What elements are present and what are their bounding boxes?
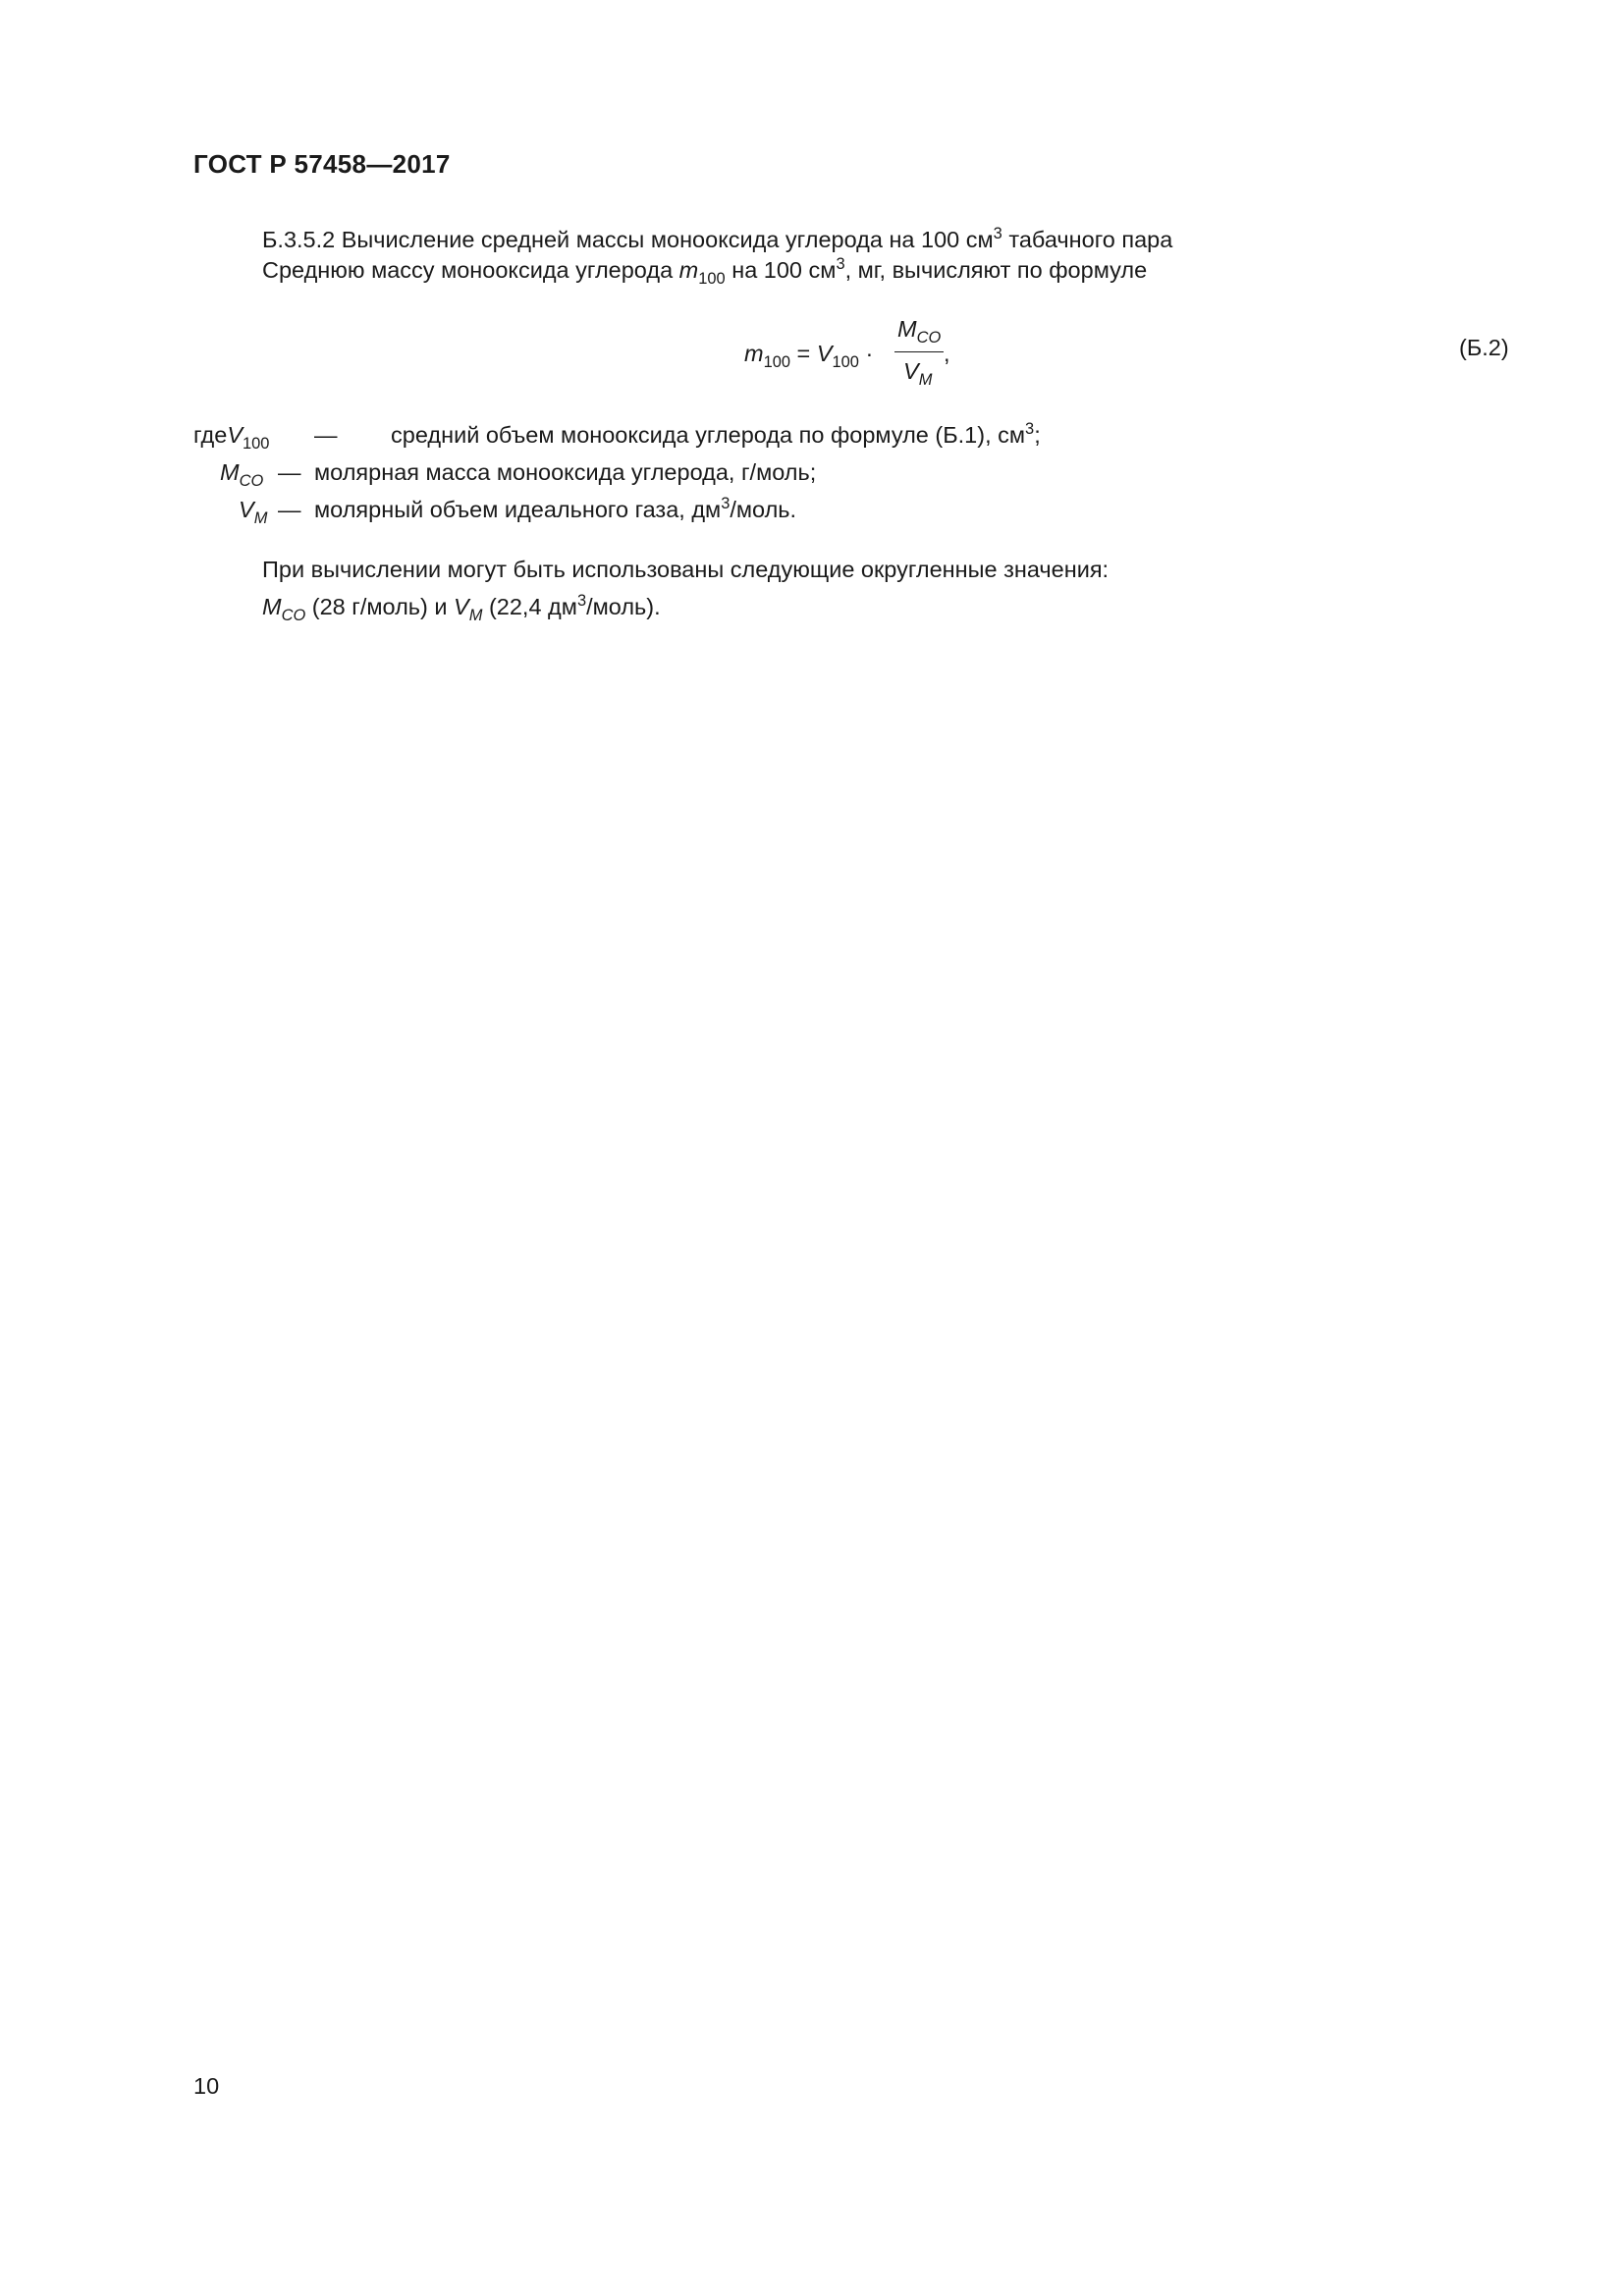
- document-header: ГОСТ Р 57458—2017: [193, 149, 451, 179]
- where-item-v100-dash: —: [314, 422, 338, 448]
- where-item-mco-dash: —: [278, 459, 301, 485]
- formula-b2: [744, 310, 980, 399]
- where-item-vm-term: $V_M$: [239, 497, 268, 527]
- formula-number: (Б.2): [1459, 335, 1509, 360]
- fraction-numerator: $M_{CO}$: [897, 316, 942, 347]
- intro-paragraph: Среднюю массу монооксида углерода $m_{100}$ на 100 $см^3$, мг, вычисляют по формуле: [262, 254, 1148, 288]
- where-item-vm-description: молярный объем идеального газа, $дм^3$/моль.: [314, 494, 797, 522]
- page-number: 10: [193, 2073, 220, 2099]
- where-item-vm-dash: —: [278, 497, 301, 522]
- note-paragraph: При вычислении могут быть использованы следующие округленные значения:: [262, 557, 1110, 582]
- section-heading: Б.3.5.2 Вычисление средней массы монооксида углерода на 100 $см^3$ табачного пара: [262, 224, 1173, 252]
- formula-left-side: $m_{100} = V_{100}$ ·: [744, 341, 874, 371]
- formula-comma: ,: [944, 341, 950, 366]
- where-item-v100-description: средний объем монооксида углерода по формуле (Б.1), $см^3$;: [391, 419, 1041, 448]
- where-item-mco-term: $M_{CO}$: [220, 459, 264, 490]
- fraction-denominator: $V_M$: [903, 358, 933, 389]
- where-item-mco-description: молярная масса монооксида углерода, г/моль;: [314, 459, 817, 485]
- note-values: $M_{CO}$ (28 г/моль) и $V_M$ (22,4 $дм^3/моль$).: [262, 591, 661, 624]
- where-item-v100-term: гдеV$_{100}$: [193, 422, 270, 453]
- fraction-bar: [894, 351, 944, 352]
